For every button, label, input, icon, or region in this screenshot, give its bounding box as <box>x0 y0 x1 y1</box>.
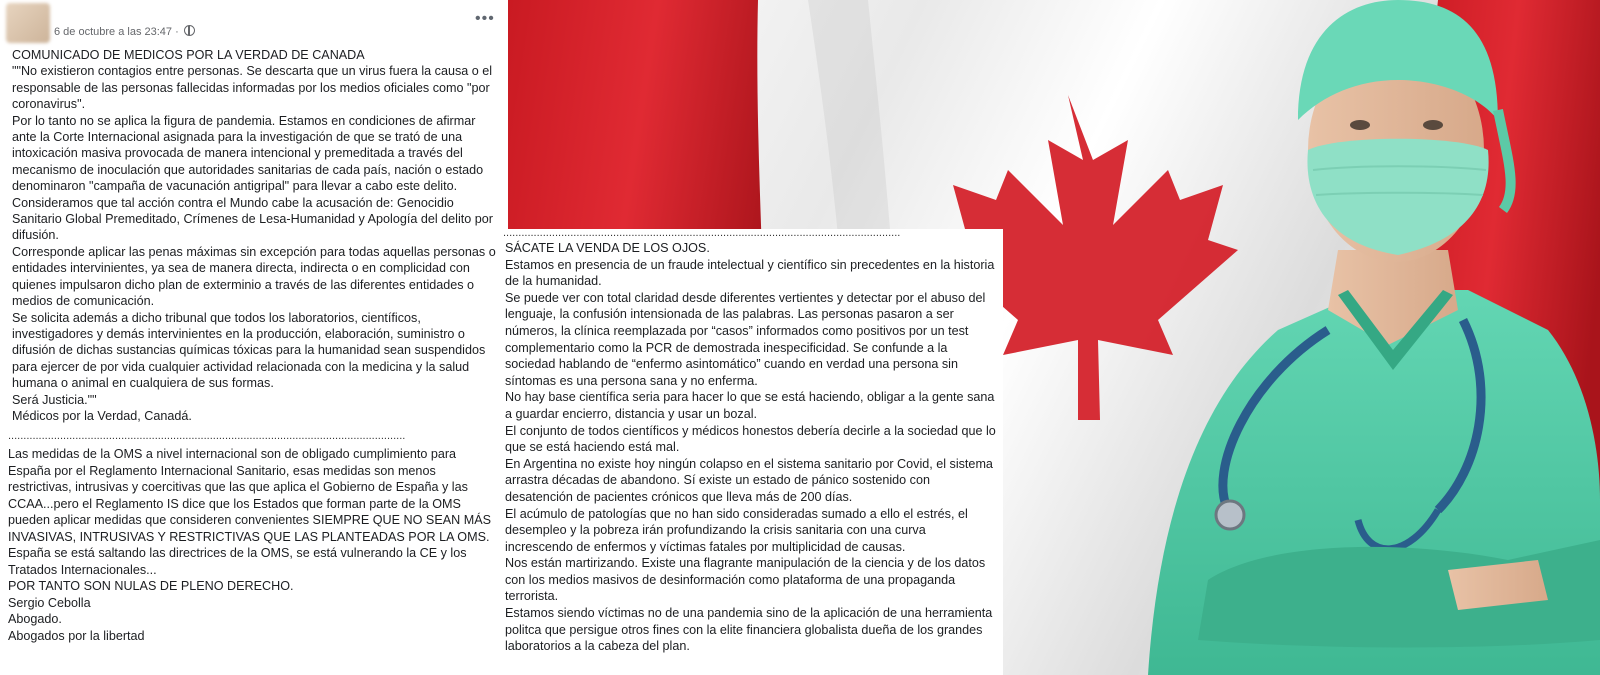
post-date-label[interactable]: 6 de octubre a las 23:47 · <box>54 26 179 38</box>
post-timestamp[interactable] <box>54 25 195 38</box>
post-text <box>12 47 502 424</box>
facebook-post <box>0 0 508 675</box>
post-paragraph: POR TANTO SON NULAS DE PLENO DERECHO. <box>8 579 294 593</box>
post-signature-org: Abogados por la libertad <box>8 628 145 643</box>
middle-paragraph: El acúmulo de patologías que no han sido consideradas sumado a ello el estrés, el desempleo y la pobreza irán profundizando la crisis sanitaria con una curva increscendo de enfermos y víctimas fatales por multiplicidad de causas. <box>505 506 968 554</box>
middle-paragraph: Estamos siendo víctimas no de una pandemia sino de la aplicación de una herramienta politca que persigue otros fines con la elite financiera globalista dueña de los grandes laboratorios a la cabeza del plan. <box>505 606 993 654</box>
post-header <box>0 0 508 44</box>
post-signature-role: Abogado. <box>8 612 62 626</box>
post-paragraph: ""No existieron contagios entre personas. Se descarta que un virus fuera la causa o el responsable de las personas fallecidas informadas por los medios oficiales como "por coronavirus". <box>12 64 493 112</box>
post-text-second <box>8 446 498 644</box>
post-paragraph: España se está saltando las directrices de la OMS, se está vulnerando la CE y los Tratados Internacionales... <box>8 546 467 577</box>
middle-paragraph: No hay base científica seria para hacer lo que se está haciendo, obligar a la gente sana a guardar encierro, distancia y usar un bozal. <box>505 390 995 421</box>
middle-paragraph: Se puede ver con total claridad desde diferentes vertientes y detectar por el abuso del lenguaje, la confusión intensionada de las palabras. Las personas pasaron a ser números, la clínica reemplazada por “casos” informados como positivos por un test complementario como la PCR de demostrada inespecificidad. Se confunde a la sociedad hablando de “enfermo asintomático” cuando en verdad una persona sin síntomas es una persona sana y no enferma. <box>505 290 986 388</box>
middle-paragraph: Nos están martirizando. Existe una flagrante manipulación de la ciencia y de los datos con los medios masivos de desinformación como plataforma de una propaganda terrorista. <box>505 556 986 604</box>
avatar[interactable] <box>6 3 50 43</box>
post-paragraph-title: COMUNICADO DE MEDICOS POR LA VERDAD DE CANADA <box>12 48 365 62</box>
middle-text-box <box>499 229 1003 675</box>
ellipsis-icon[interactable]: ••• <box>475 10 495 27</box>
post-paragraph: Corresponde aplicar las penas máximas sin excepción para todas aquellas personas o entidades intervinientes, ya sea de manera directa, indirecta o en complicidad con quienes impulsaron dicho plan de exterminio a través de las diferentes entidades o medios de comunicación. <box>12 244 496 309</box>
middle-paragraph: Estamos en presencia de un fraude intelectual y científico sin precedentes en la historia de la humanidad. <box>505 257 995 289</box>
post-paragraph: Las medidas de la OMS a nivel internacional son de obligado cumplimiento para España por el Reglamento Internacional Sanitario, esas medidas son menos restrictivas, intrusivas y coercitivas que las que aplica el Gobierno de España y las CCAA...pero el Reglamento IS dice que los Estados que forman parte de la OMS pueden aplicar medidas que consideren convenientes SIEMPRE QUE NO SEAN MÁS INVASIVAS, INTRUSIVAS Y RESTRICTIVAS QUE LAS PLANTEADAS POR LA OMS. <box>8 447 492 544</box>
globe-icon <box>184 25 195 36</box>
post-signature-name: Sergio Cebolla <box>8 595 91 610</box>
post-paragraph: Por lo tanto no se aplica la figura de pandemia. Estamos en condiciones de afirmar ante la Corte Internacional asignada para la investigación de que se trató de una intoxicación masiva provocada de manera intencional y premeditada a través del mecanismo de inoculación que autoridades sanitarias de cada país, nación o estado denominaron "campaña de vacunación antigripal" para llevar a cabo este delito. <box>12 113 484 194</box>
dotted-separator: .................................................................................................................................. <box>503 227 901 239</box>
middle-paragraph: En Argentina no existe hoy ningún colapso en el sistema sanitario por Covid, el sistema arrastra décadas de abandono. Sí existe un estado de pánico sostenido con desatención de pacientes crónicos que lleva más de 200 días. <box>505 456 993 504</box>
post-paragraph: Se solicita además a dicho tribunal que todos los laboratorios, científicos, investigadores y demás intervinientes en la producción, elaboración, suministro o difusión de dichas sustancias químicas tóxicas para la humanidad sean suspendidos para ejercer de por vida cualquier actividad relacionada con la medicina y la salud humana o animal en cualquiera de sus formas. <box>12 310 486 391</box>
dotted-separator: .................................................................................................................................. <box>8 430 406 442</box>
post-paragraph: Médicos por la Verdad, Canadá. <box>12 408 192 423</box>
middle-text <box>505 240 997 655</box>
post-paragraph: Consideramos que tal acción contra el Mundo cabe la acusación de: Genocidio Sanitario Global Premeditado, Crímenes de Lesa-Humanidad y Apología del delito por difusión. <box>12 195 493 243</box>
post-paragraph: Será Justicia."" <box>12 392 97 407</box>
middle-heading: SÁCATE LA VENDA DE LOS OJOS. <box>505 241 710 255</box>
middle-paragraph: El conjunto de todos científicos y médicos honestos debería decirle a la sociedad que lo que se está haciendo está mal. <box>505 423 996 455</box>
